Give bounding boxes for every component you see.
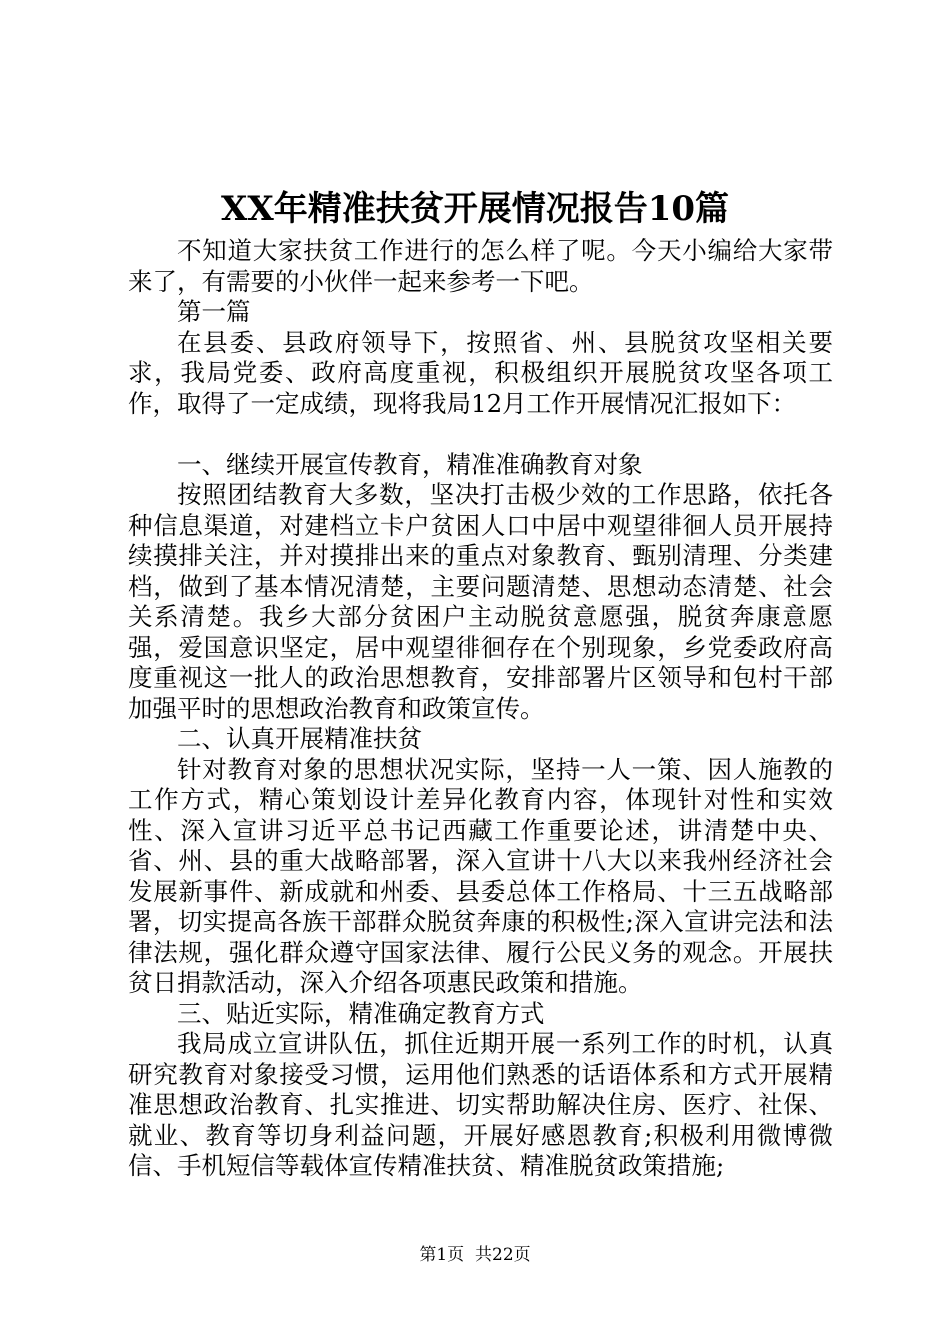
paragraph-4: 我局成立宣讲队伍，抓住近期开展一系列工作的时机，认真研究教育对象接受习惯，运用他们熟悉的话语体系和方式开展精准思想政治教育、扎实推进、切实帮助解决住房、医疗、社保、就业、教育等切身利益问题，开展好感恩教育;积极利用微博微信、手机短信等载体宣传精准扶贫、精准脱贫政策措施; bbox=[128, 1029, 833, 1180]
paragraph-3: 针对教育对象的思想状况实际，坚持一人一策、因人施教的工作方式，精心策划设计差异化教育内容，体现针对性和实效性、深入宣讲习近平总书记西藏工作重要论述，讲清楚中央、省、州、县的重大战略部署，深入宣讲十八大以来我州经济社会发展新事件、新成就和州委、县委总体工作格局、十三五战略部署，切实提高各族干部群众脱贫奔康的积极性;深入宣讲完法和法律法规，强化群众遵守国家法律、履行公民义务的观念。开展扶贫日捐款活动，深入介绍各项惠民政策和措施。 bbox=[128, 754, 833, 997]
page-footer bbox=[0, 1243, 950, 1267]
blank-line bbox=[128, 419, 833, 450]
intro-paragraph: 不知道大家扶贫工作进行的怎么样了呢。今天小编给大家带来了，有需要的小伙伴一起来参考一下吧。 bbox=[128, 236, 833, 296]
heading-2: 二、认真开展精准扶贫 bbox=[177, 724, 422, 753]
paragraph-1: 在县委、县政府领导下，按照省、州、县脱贫攻坚相关要求，我局党委、政府高度重视，积极组织开展脱贫攻坚各项工作，取得了一定成绩，现将我局12月工作开展情况汇报如下： bbox=[128, 327, 833, 418]
document-title: XX年精准扶贫开展情况报告10篇 bbox=[220, 189, 730, 229]
document-body bbox=[128, 236, 833, 1182]
section-label: 第一篇 bbox=[177, 297, 251, 326]
footer-spacer bbox=[464, 1245, 475, 1265]
heading-1: 一、继续开展宣传教育，精准准确教育对象 bbox=[177, 449, 643, 479]
heading-3: 三、贴近实际，精准确定教育方式 bbox=[177, 998, 545, 1028]
page-number-total: 共22页 bbox=[475, 1245, 531, 1265]
page-number-current: 第1页 bbox=[419, 1245, 465, 1265]
paragraph-2: 按照团结教育大多数，坚决打击极少效的工作思路，依托各种信息渠道，对建档立卡户贫困人口中居中观望徘徊人员开展持续摸排关注，并对摸排出来的重点对象教育、甄别清理、分类建档，做到了基本情况清楚，主要问题清楚、思想动态清楚、社会关系清楚。我乡大部分贫困户主动脱贫意愿强，脱贫奔康意愿强，爱国意识坚定，居中观望徘徊存在个别现象，乡党委政府高度重视这一批人的政治思想教育，安排部署片区领导和包村干部加强平时的思想政治教育和政策宣传。 bbox=[128, 480, 833, 723]
